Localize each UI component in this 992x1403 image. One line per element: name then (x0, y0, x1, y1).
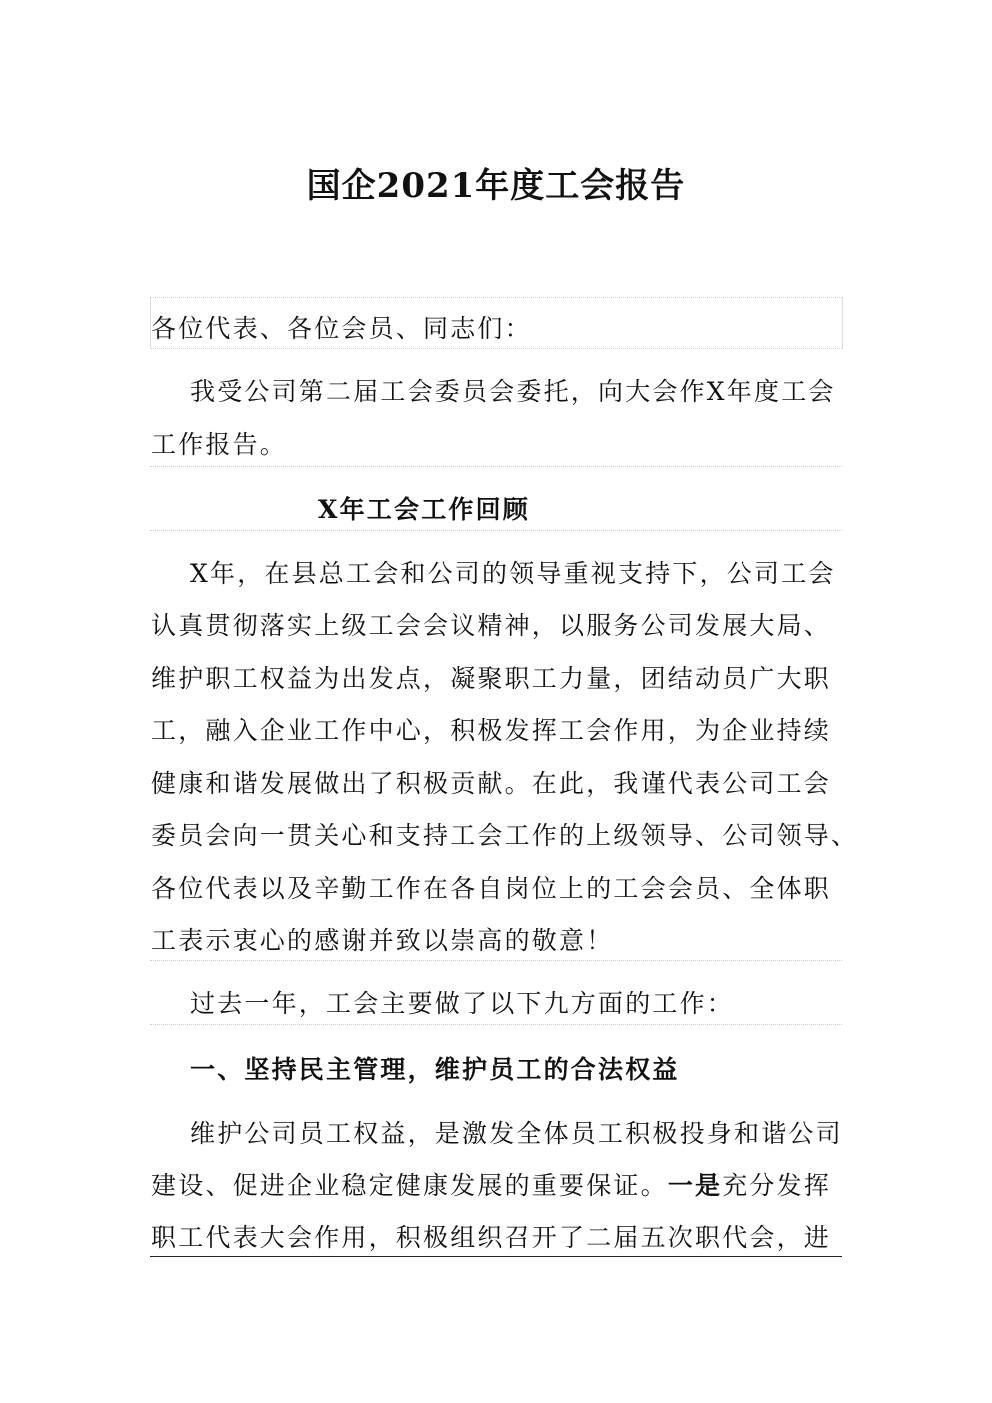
paragraph-line (151, 1166, 831, 1202)
divider (150, 960, 842, 961)
divider (150, 1024, 842, 1025)
paragraph-line: X年，在县总工会和公司的领导重视支持下，公司工会 (190, 559, 836, 588)
salutation: 各位代表、各位会员、同志们： (151, 314, 532, 343)
paragraph-line: 维护职工权益为出发点，凝聚职工力量，团结动员广大职 (151, 664, 832, 693)
section-heading: X年工会工作回顾 (318, 495, 530, 524)
divider (150, 530, 842, 531)
document-title: 国企2021年度工会报告 (306, 166, 686, 206)
paragraph-line: 工，融入企业工作中心，积极发挥工会作用，为企业持续 (151, 716, 832, 745)
divider (150, 466, 842, 467)
paragraph-line: 健康和谐发展做出了积极贡献。在此，我谨代表公司工会 (151, 769, 832, 798)
paragraph-line: 我受公司第二届工会委员会委托，向大会作X年度工会 (190, 377, 836, 406)
paragraph-line: 认真贯彻落实上级工会会议精神，以服务公司发展大局、 (151, 611, 832, 640)
paragraph-line: 各位代表以及辛勤工作在各自岗位上的工会会员、全体职 (151, 874, 832, 903)
paragraph-line: 工表示衷心的感谢并致以崇高的敬意！ (151, 926, 614, 955)
paragraph-line: 工作报告。 (151, 430, 288, 459)
paragraph-line: 维护公司员工权益，是激发全体员工积极投身和谐公司 (190, 1119, 843, 1148)
paragraph-line: 过去一年，工会主要做了以下九方面的工作： (190, 989, 735, 1018)
divider (150, 297, 842, 298)
divider (150, 348, 842, 349)
page-bottom-rule (150, 1256, 842, 1257)
paragraph-line: 职工代表大会作用，积极组织召开了二届五次职代会，进 (151, 1223, 832, 1252)
margin-mark (842, 297, 843, 349)
paragraph-line: 委员会向一贯关心和支持工会工作的上级领导、公司领导、 (151, 821, 859, 850)
margin-mark (150, 297, 151, 349)
paragraph-text: 充分发挥 (722, 1171, 832, 1200)
paragraph-text: 建设、促进企业稳定健康发展的重要保证。 (151, 1171, 668, 1200)
subsection-heading: 一、坚持民主管理，维护员工的合法权益 (190, 1055, 680, 1084)
emphasis-text: 一是 (667, 1171, 723, 1200)
